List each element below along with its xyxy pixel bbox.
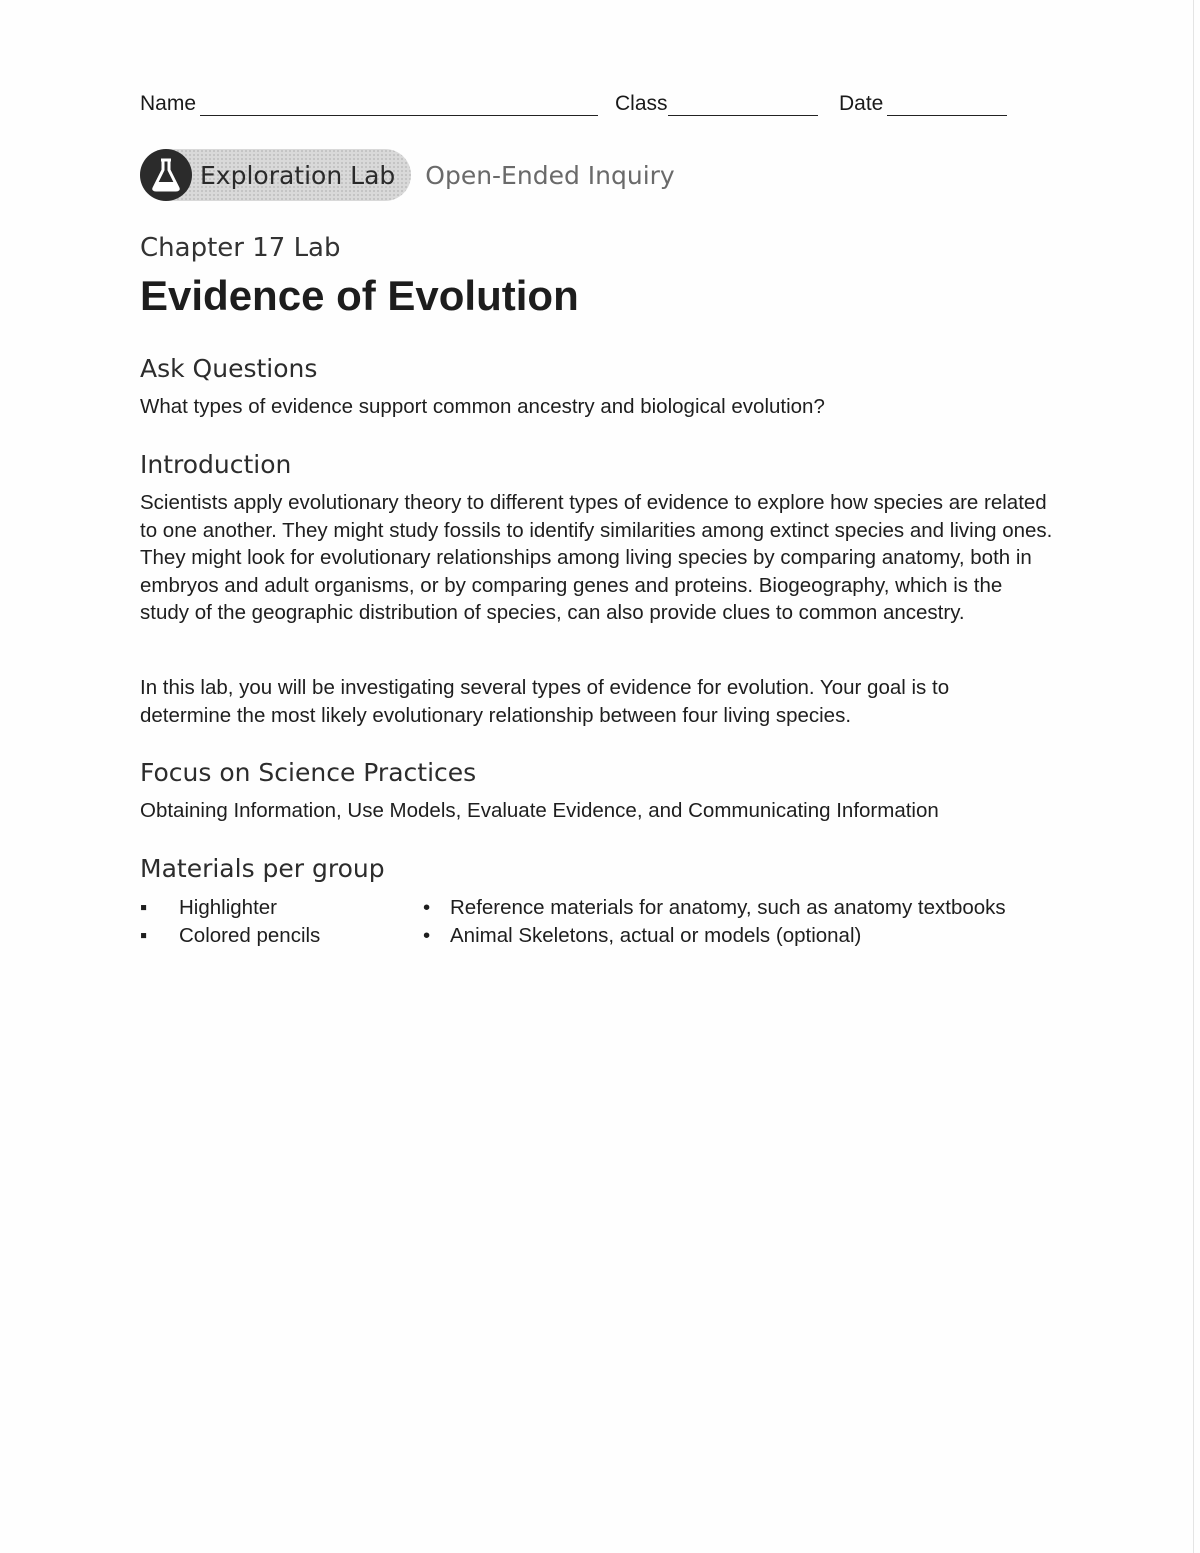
introduction-paragraph-2: In this lab, you will be investigating several types of evidence for evolution. Your goal is to determine the most likely evolutionary relationship between four living species. xyxy=(140,676,950,727)
introduction-heading: Introduction xyxy=(140,450,292,479)
name-blank[interactable] xyxy=(200,93,598,116)
banner-label: Exploration Lab xyxy=(200,160,396,190)
date-label: Date xyxy=(839,92,884,115)
list-item: ▪ Highlighter xyxy=(140,894,320,922)
class-label: Class xyxy=(615,92,668,115)
scan-edge xyxy=(1193,0,1194,1553)
name-label: Name xyxy=(140,92,197,115)
ask-questions-text: What types of evidence support common ancestry and biological evolution? xyxy=(140,395,825,418)
lab-type-banner xyxy=(140,148,675,202)
introduction-paragraph-1: Scientists apply evolutionary theory to different types of evidence to explore how species are related to one another. They might study fossils to identify similarities among extinct species and living ones. They might look for evolutionary relationships among living species by comparing anatomy, both in embryos and adult organisms, or by comparing genes and proteins. Biogeography, which is the study of the geographic distribution of species, can also provide clues to common ancestry. xyxy=(140,491,1053,624)
focus-heading: Focus on Science Practices xyxy=(140,758,477,787)
banner-subtitle: Open-Ended Inquiry xyxy=(425,160,675,190)
page-title: Evidence of Evolution xyxy=(140,272,579,319)
class-field[interactable] xyxy=(615,92,818,116)
class-blank[interactable] xyxy=(668,93,818,116)
materials-list-column-2 xyxy=(423,894,1006,949)
student-info-row xyxy=(140,92,1020,122)
date-field[interactable] xyxy=(839,92,1007,116)
list-item: • Reference materials for anatomy, such as anatomy textbooks xyxy=(423,894,1006,922)
chapter-label: Chapter 17 Lab xyxy=(140,233,341,263)
ask-questions-heading: Ask Questions xyxy=(140,354,318,383)
flask-icon xyxy=(140,149,192,201)
bullet: • xyxy=(423,896,431,919)
focus-text: Obtaining Information, Use Models, Evaluate Evidence, and Communicating Information xyxy=(140,799,939,822)
materials-heading: Materials per group xyxy=(140,854,385,883)
list-item: ▪ Colored pencils xyxy=(140,922,320,950)
name-field[interactable] xyxy=(140,92,598,116)
materials-list-column-1 xyxy=(140,894,320,949)
bullet: ▪ xyxy=(140,923,148,947)
bullet: ▪ xyxy=(140,896,148,919)
bullet: • xyxy=(423,923,431,947)
date-blank[interactable] xyxy=(887,93,1007,116)
exploration-lab-pill xyxy=(140,149,411,201)
list-item: • Animal Skeletons, actual or models (optional) xyxy=(423,922,1006,950)
